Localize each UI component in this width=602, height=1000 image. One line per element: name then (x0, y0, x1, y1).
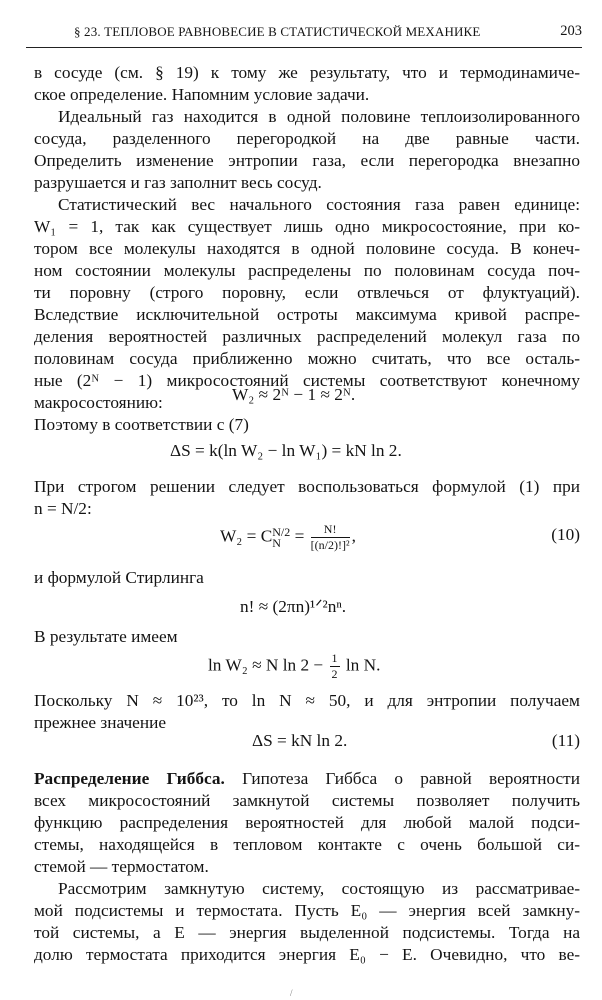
binomial-sup: N/2 (272, 524, 291, 539)
binomial-sub: N (272, 535, 281, 550)
text-line: n = N/2: (34, 499, 92, 518)
fraction-numerator: N! (311, 522, 350, 538)
text-line: и формулой Стирлинга (34, 568, 204, 587)
equation-w2-approx: W₂ ≈ 2ᴺ − 1 ≈ 2ᴺ. (232, 385, 356, 404)
equation-number-11: (11) (551, 731, 580, 750)
text-line-with-heading (34, 768, 580, 790)
binomial-equals: = (294, 526, 305, 546)
equation-stirling: n! ≈ (2πn)¹ᐟ²nⁿ. (240, 597, 347, 616)
text-line: макросостоянию: (34, 393, 163, 412)
text-line: мой подсистемы и термостата. Пусть E₀ — энергия всей замкну- (34, 901, 580, 920)
text-line: деления вероятностей различных распределений молекул газа по (34, 327, 580, 346)
text-line: ское определение. Напомним условие задачи. (34, 85, 370, 104)
equation-number-10: (10) (551, 525, 580, 544)
text-line: W₁ = 1, так как существует лишь одно микросостояние, при ко- (34, 217, 580, 236)
text-line: разрушается и газ заполнит весь сосуд. (34, 173, 322, 192)
fraction-denominator: 2 (331, 667, 338, 681)
text-line: долю термостата приходится энергия E₀ − E. Очевидно, что ве- (34, 945, 580, 964)
section-heading: Распределение Гиббса. (34, 769, 225, 788)
binomial-comma: , (351, 526, 356, 546)
text-line: сосуда, разделенного перегородкой на две равные части. (34, 129, 580, 148)
half-fraction (330, 651, 340, 682)
fraction-numerator: 1 (331, 651, 338, 665)
ln-w2-rhs: ln N. (345, 655, 381, 675)
text-line: той системы, а E — энергия выделенной подсистемы. Тогда на (34, 923, 580, 942)
footer-mark: / (290, 988, 293, 998)
running-header (26, 23, 582, 48)
ln-w2-lhs: ln W₂ ≈ N ln 2 − (208, 655, 324, 675)
text-line: половинам сосуда приближенно можно считать, что все осталь- (34, 349, 580, 368)
equation-delta-s: ΔS = k(ln W₂ − ln W₁) = kN ln 2. (170, 441, 402, 460)
text-line: Поэтому в соответствии с (7) (34, 415, 249, 434)
equation-delta-s-final: ΔS = kN ln 2. (252, 731, 348, 750)
running-title: § 23. ТЕПЛОВОЕ РАВНОВЕСИЕ В СТАТИСТИЧЕСКОЙ МЕХАНИКЕ (74, 24, 481, 39)
text-line: ном состоянии молекулы распределены по половинам сосуда поч- (34, 261, 580, 280)
equation-w2-binomial (220, 522, 356, 553)
binomial-lhs: W₂ = C (220, 526, 273, 546)
text-line: Определить изменение энтропии газа, если перегородка внезапно (34, 151, 580, 170)
heading-line-text: Гипотеза Гиббса о равной вероятности (242, 769, 580, 788)
text-line: Статистический вес начального состояния газа равен единице: (58, 195, 580, 214)
text-line: прежнее значение (34, 713, 166, 732)
text-line: функцию распределения вероятностей для любой малой подси- (34, 813, 580, 832)
text-line: При строгом решении следует воспользоваться формулой (1) при (34, 477, 580, 496)
text-line: тором все молекулы находятся в одной половине сосуда. В конеч- (34, 239, 580, 258)
text-line: В результате имеем (34, 627, 178, 646)
text-line: Идеальный газ находится в одной половине теплоизолированного (58, 107, 580, 126)
equation-ln-w2 (208, 651, 380, 682)
text-line: стемы, находящейся в тепловом контакте с очень большой си- (34, 835, 580, 854)
page-number: 203 (560, 23, 582, 39)
text-line: Вследствие исключительной остроты максимума кривой распре- (34, 305, 580, 324)
text-line: Поскольку N ≈ 10²³, то ln N ≈ 50, и для энтропии получаем (34, 691, 580, 710)
text-line: в сосуде (см. § 19) к тому же результату, что и термодинамиче- (34, 63, 580, 82)
text-line: ные (2ᴺ − 1) микросостояний системы соответствуют конечному (34, 371, 580, 390)
text-line: стемой — термостатом. (34, 857, 209, 876)
binomial-fraction (311, 522, 350, 553)
text-line: ти поровну (строго поровну, если отвлечься от флуктуаций). (34, 283, 580, 302)
text-line: Рассмотрим замкнутую систему, состоящую из рассматривае- (58, 879, 580, 898)
fraction-denominator: [(n/2)!]² (310, 538, 350, 552)
text-line: всех микросостояний замкнутой системы позволяет получить (34, 791, 580, 810)
